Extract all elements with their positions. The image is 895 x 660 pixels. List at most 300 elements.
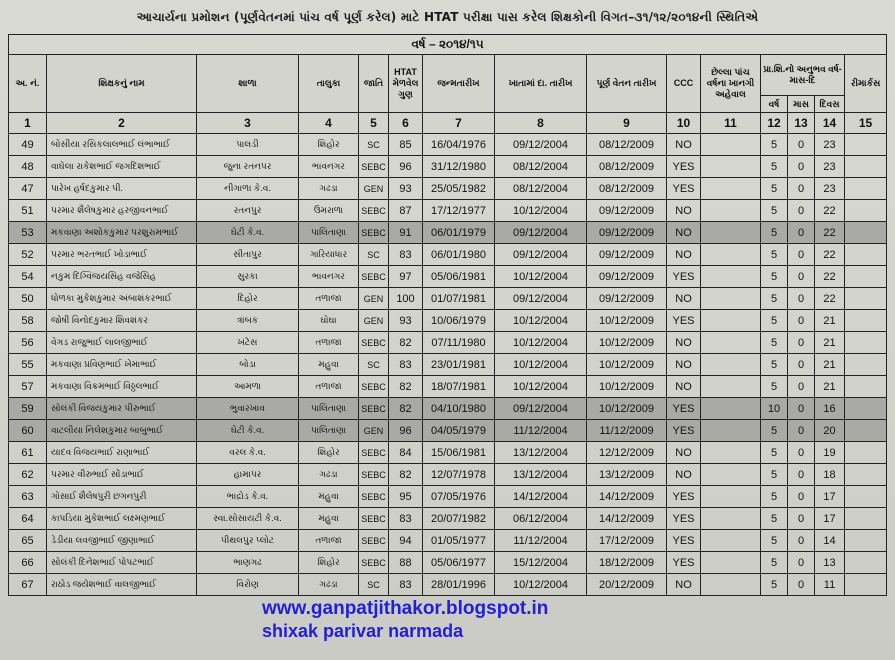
name-cell: પારેખ હર્ષદકુમાર પી. [47,178,197,200]
table-row [9,288,887,310]
exp-year-cell: 5 [761,530,788,552]
column-number: 5 [359,113,389,134]
fullpay-date-cell: 11/12/2009 [587,420,667,442]
school-cell: વરલ કે.વ. [197,442,299,464]
join-date-cell: 09/12/2004 [495,288,587,310]
header-sr: અ. નં. [9,55,47,113]
table-body [9,134,887,596]
exp-month-cell: 0 [788,574,815,596]
fullpay-date-cell: 09/12/2009 [587,266,667,288]
header-dob: જન્મતારીખ [423,55,495,113]
taluka-cell: મહુવા [299,486,359,508]
remarks-cell [845,310,887,332]
sr-cell: 62 [9,464,47,486]
taluka-cell: ભાવનગર [299,156,359,178]
join-date-cell: 10/12/2004 [495,310,587,332]
htat-cell: 83 [389,508,423,530]
report-cell [701,200,761,222]
report-cell [701,134,761,156]
dob-cell: 05/06/1977 [423,552,495,574]
school-cell: નીગાળા કે.વ. [197,178,299,200]
table-row [9,310,887,332]
table-row [9,508,887,530]
report-cell [701,552,761,574]
caste-cell: GEN [359,178,389,200]
caste-cell: SEBC [359,332,389,354]
exp-month-cell: 0 [788,134,815,156]
ccc-cell: NO [667,442,701,464]
htat-cell: 85 [389,134,423,156]
dob-cell: 04/05/1979 [423,420,495,442]
join-date-cell: 08/12/2004 [495,156,587,178]
ccc-cell: YES [667,552,701,574]
exp-month-cell: 0 [788,420,815,442]
remarks-cell [845,156,887,178]
exp-year-cell: 5 [761,354,788,376]
school-cell: ભાદ્રોડ કે.વ. [197,486,299,508]
sr-cell: 56 [9,332,47,354]
htat-cell: 83 [389,574,423,596]
ccc-cell: NO [667,464,701,486]
ccc-cell: YES [667,530,701,552]
htat-cell: 93 [389,178,423,200]
fullpay-date-cell: 10/12/2009 [587,310,667,332]
htat-cell: 100 [389,288,423,310]
header-row [9,55,887,96]
report-cell [701,156,761,178]
report-cell [701,442,761,464]
exp-day-cell: 16 [815,398,845,420]
taluka-cell: મહુવા [299,508,359,530]
sr-cell: 66 [9,552,47,574]
school-cell: પીથલપુર પ્લોટ [197,530,299,552]
dob-cell: 06/01/1979 [423,222,495,244]
ccc-cell: NO [667,354,701,376]
exp-day-cell: 22 [815,200,845,222]
report-cell [701,508,761,530]
header-remarks: રીમાર્કસ [845,55,887,113]
exp-day-cell: 22 [815,244,845,266]
remarks-cell [845,200,887,222]
fullpay-date-cell: 13/12/2009 [587,464,667,486]
sr-cell: 64 [9,508,47,530]
taluka-cell: તળાજા [299,530,359,552]
fullpay-date-cell: 18/12/2009 [587,552,667,574]
remarks-cell [845,244,887,266]
ccc-cell: YES [667,310,701,332]
sr-cell: 49 [9,134,47,156]
htat-cell: 83 [389,354,423,376]
caste-cell: SEBC [359,200,389,222]
join-date-cell: 09/12/2004 [495,398,587,420]
school-cell: આમળા [197,376,299,398]
htat-cell: 91 [389,222,423,244]
ccc-cell: NO [667,222,701,244]
column-number: 1 [9,113,47,134]
name-cell: મકવાણા વિક્રમભાઈ વિઠ્ઠલભાઈ [47,376,197,398]
column-number-row [9,113,887,134]
report-cell [701,398,761,420]
ccc-cell: YES [667,156,701,178]
remarks-cell [845,178,887,200]
dob-cell: 17/12/1977 [423,200,495,222]
sr-cell: 52 [9,244,47,266]
exp-year-cell: 5 [761,222,788,244]
taluka-cell: શિહોર [299,442,359,464]
exp-day-cell: 21 [815,354,845,376]
taluka-cell: ગારિયાધાર [299,244,359,266]
report-cell [701,420,761,442]
report-cell [701,530,761,552]
remarks-cell [845,332,887,354]
exp-year-cell: 10 [761,398,788,420]
join-date-cell: 10/12/2004 [495,266,587,288]
sr-cell: 63 [9,486,47,508]
taluka-cell: ઉમરાળા [299,200,359,222]
name-cell: પરમાર ભરતભાઈ ખોડાભાઈ [47,244,197,266]
taluka-cell: ગઢડા [299,178,359,200]
report-cell [701,332,761,354]
column-number: 11 [701,113,761,134]
remarks-cell [845,442,887,464]
exp-year-cell: 5 [761,310,788,332]
name-cell: વેગડ રાજુભાઈ લાલજીભાઈ [47,332,197,354]
column-number: 9 [587,113,667,134]
ccc-cell: YES [667,266,701,288]
sr-cell: 51 [9,200,47,222]
column-number: 13 [788,113,815,134]
exp-month-cell: 0 [788,332,815,354]
exp-month-cell: 0 [788,376,815,398]
remarks-cell [845,288,887,310]
sr-cell: 55 [9,354,47,376]
ccc-cell: YES [667,420,701,442]
column-number: 15 [845,113,887,134]
table-row [9,266,887,288]
remarks-cell [845,508,887,530]
dob-cell: 25/05/1982 [423,178,495,200]
school-cell: બોડા [197,354,299,376]
school-cell: ભાણગઢ [197,552,299,574]
table-row [9,332,887,354]
report-cell [701,310,761,332]
sr-cell: 54 [9,266,47,288]
exp-month-cell: 0 [788,398,815,420]
exp-year-cell: 5 [761,486,788,508]
caste-cell: SEBC [359,486,389,508]
exp-day-cell: 23 [815,178,845,200]
exp-month-cell: 0 [788,266,815,288]
fullpay-date-cell: 08/12/2009 [587,156,667,178]
exp-day-cell: 19 [815,442,845,464]
column-number: 6 [389,113,423,134]
sr-cell: 67 [9,574,47,596]
fullpay-date-cell: 08/12/2009 [587,178,667,200]
table-row [9,134,887,156]
join-date-cell: 10/12/2004 [495,354,587,376]
teachers-table [8,34,887,596]
dob-cell: 07/05/1976 [423,486,495,508]
school-cell: પાલડી [197,134,299,156]
dob-cell: 01/05/1977 [423,530,495,552]
exp-month-cell: 0 [788,200,815,222]
taluka-cell: તળાજા [299,288,359,310]
school-cell: ભુવારખાવ [197,398,299,420]
exp-month-cell: 0 [788,464,815,486]
caste-cell: SC [359,244,389,266]
htat-cell: 82 [389,376,423,398]
exp-month-cell: 0 [788,486,815,508]
fullpay-date-cell: 09/12/2009 [587,200,667,222]
year-label: વર્ષ – ૨૦૧૪/૧૫ [9,35,887,55]
sr-cell: 58 [9,310,47,332]
header-join: ખાતામાં દા. તારીખ [495,55,587,113]
exp-month-cell: 0 [788,354,815,376]
taluka-cell: ઘોઘા [299,310,359,332]
table-row [9,486,887,508]
dob-cell: 18/07/1981 [423,376,495,398]
column-number: 7 [423,113,495,134]
table-row [9,178,887,200]
exp-year-cell: 5 [761,134,788,156]
join-date-cell: 13/12/2004 [495,442,587,464]
fullpay-date-cell: 09/12/2009 [587,288,667,310]
column-number: 10 [667,113,701,134]
htat-cell: 96 [389,156,423,178]
exp-month-cell: 0 [788,508,815,530]
join-date-cell: 09/12/2004 [495,244,587,266]
htat-cell: 88 [389,552,423,574]
exp-day-cell: 22 [815,222,845,244]
caste-cell: SEBC [359,376,389,398]
htat-cell: 82 [389,332,423,354]
exp-year-cell: 5 [761,332,788,354]
exp-month-cell: 0 [788,288,815,310]
sr-cell: 61 [9,442,47,464]
report-cell [701,178,761,200]
dob-cell: 05/06/1981 [423,266,495,288]
name-cell: કાપડિયા મુકેશભાઈ લક્ષ્મણભાઈ [47,508,197,530]
fullpay-date-cell: 10/12/2009 [587,398,667,420]
ccc-cell: YES [667,178,701,200]
exp-year-cell: 5 [761,464,788,486]
report-cell [701,574,761,596]
column-number: 12 [761,113,788,134]
join-date-cell: 09/12/2004 [495,222,587,244]
ccc-cell: NO [667,376,701,398]
htat-cell: 87 [389,200,423,222]
report-cell [701,288,761,310]
school-cell: દિહોર [197,288,299,310]
caste-cell: SEBC [359,398,389,420]
name-cell: ડેડીયા લવજીભાઈ જીણાભાઈ [47,530,197,552]
dob-cell: 20/07/1982 [423,508,495,530]
exp-day-cell: 14 [815,530,845,552]
sr-cell: 57 [9,376,47,398]
name-cell: મકવાણા અશોકકુમાર પરશુરામભાઈ [47,222,197,244]
school-cell: રતનપુર [197,200,299,222]
name-cell: પરમાર શૈલેષકુમાર હરજીવનભાઈ [47,200,197,222]
school-cell: ઘેટી કે.વ. [197,420,299,442]
column-number: 2 [47,113,197,134]
join-date-cell: 10/12/2004 [495,376,587,398]
caste-cell: GEN [359,420,389,442]
dob-cell: 15/06/1981 [423,442,495,464]
report-cell [701,222,761,244]
dob-cell: 31/12/1980 [423,156,495,178]
ccc-cell: YES [667,508,701,530]
fullpay-date-cell: 09/12/2009 [587,244,667,266]
table-row [9,376,887,398]
join-date-cell: 10/12/2004 [495,332,587,354]
htat-cell: 93 [389,310,423,332]
column-number: 3 [197,113,299,134]
join-date-cell: 08/12/2004 [495,178,587,200]
header-school: શાળા [197,55,299,113]
name-cell: બોસીયા રસિકલાલભાઈ લંભાભાઈ [47,134,197,156]
report-cell [701,244,761,266]
join-date-cell: 13/12/2004 [495,464,587,486]
document-title: આચાર્યના પ્રમોશન (પૂર્ણવેતનમાં પાંચ વર્ષ પૂર્ણ કરેલ) માટે HTAT પરીક્ષા પાસ કરેલ શિક્ષકોની વિગત–૩૧/૧૨/૨૦૧૪ની સ્થિતિએ [136,10,759,24]
ccc-cell: YES [667,398,701,420]
ccc-cell: NO [667,134,701,156]
column-number: 8 [495,113,587,134]
table-row [9,574,887,596]
name-cell: પરમાર વીરુભાઈ સોંડાભાઈ [47,464,197,486]
exp-year-cell: 5 [761,156,788,178]
exp-year-cell: 5 [761,552,788,574]
exp-day-cell: 21 [815,376,845,398]
htat-cell: 96 [389,420,423,442]
htat-cell: 97 [389,266,423,288]
taluka-cell: પાલિતાણા [299,398,359,420]
column-number: 4 [299,113,359,134]
dob-cell: 04/10/1980 [423,398,495,420]
school-cell: સુરકા [197,266,299,288]
exp-year-cell: 5 [761,442,788,464]
exp-year-cell: 5 [761,288,788,310]
exp-year-cell: 5 [761,266,788,288]
remarks-cell [845,376,887,398]
exp-year-cell: 5 [761,376,788,398]
remarks-cell [845,486,887,508]
school-cell: જુના રતનપર [197,156,299,178]
header-htat: HTAT મેળવેલ ગુણ [389,55,423,113]
htat-cell: 95 [389,486,423,508]
exp-year-cell: 5 [761,574,788,596]
taluka-cell: ગઢડા [299,464,359,486]
exp-day-cell: 17 [815,486,845,508]
taluka-cell: મહુવા [299,354,359,376]
report-cell [701,376,761,398]
caste-cell: SEBC [359,156,389,178]
taluka-cell: તળાજા [299,376,359,398]
ccc-cell: NO [667,288,701,310]
name-cell: સોલંકી વિજયકુમાર પીરુભાઈ [47,398,197,420]
school-cell: ઘેટી કે.વ. [197,222,299,244]
fullpay-date-cell: 10/12/2009 [587,354,667,376]
sr-cell: 65 [9,530,47,552]
join-date-cell: 09/12/2004 [495,134,587,156]
htat-cell: 94 [389,530,423,552]
caste-cell: SEBC [359,266,389,288]
fullpay-date-cell: 10/12/2009 [587,376,667,398]
exp-day-cell: 22 [815,266,845,288]
sr-cell: 59 [9,398,47,420]
exp-day-cell: 23 [815,134,845,156]
caste-cell: SC [359,574,389,596]
exp-year-cell: 5 [761,508,788,530]
caste-cell: SEBC [359,222,389,244]
exp-month-cell: 0 [788,244,815,266]
fullpay-date-cell: 08/12/2009 [587,134,667,156]
header-exp-year: વર્ષ [761,96,788,113]
caste-cell: GEN [359,288,389,310]
fullpay-date-cell: 12/12/2009 [587,442,667,464]
ccc-cell: NO [667,332,701,354]
table-row [9,200,887,222]
htat-cell: 82 [389,464,423,486]
report-cell [701,354,761,376]
header-exp: પ્રા.શિ.નો અનુભવ વર્ષ-માસ-દિ [761,55,845,96]
htat-cell: 83 [389,244,423,266]
fullpay-date-cell: 17/12/2009 [587,530,667,552]
watermark-caption: shixak parivar narmada [262,621,464,641]
watermark-url: www.ganpatjithakor.blogspot.in [262,598,549,619]
school-cell: સ્વા.સોસાયટી કે.વ. [197,508,299,530]
dob-cell: 28/01/1996 [423,574,495,596]
year-row [9,35,887,55]
caste-cell: SEBC [359,508,389,530]
table-row [9,552,887,574]
header-name: શિક્ષકનું નામ [47,55,197,113]
exp-day-cell: 17 [815,508,845,530]
join-date-cell: 15/12/2004 [495,552,587,574]
remarks-cell [845,552,887,574]
remarks-cell [845,574,887,596]
exp-month-cell: 0 [788,156,815,178]
header-caste: જાતિ [359,55,389,113]
dob-cell: 23/01/1981 [423,354,495,376]
name-cell: યાદવ વિજયભાઈ રાણાભાઈ [47,442,197,464]
dob-cell: 16/04/1976 [423,134,495,156]
caste-cell: GEN [359,310,389,332]
ccc-cell: NO [667,574,701,596]
exp-day-cell: 22 [815,288,845,310]
name-cell: નકુમ દિગ્વિજયસિંહ વજેસિંહ [47,266,197,288]
fullpay-date-cell: 20/12/2009 [587,574,667,596]
fullpay-date-cell: 14/12/2009 [587,508,667,530]
remarks-cell [845,266,887,288]
table-row [9,530,887,552]
header-ccc: CCC [667,55,701,113]
exp-month-cell: 0 [788,530,815,552]
htat-cell: 82 [389,398,423,420]
sr-cell: 60 [9,420,47,442]
school-cell: વિરોણ [197,574,299,596]
exp-day-cell: 23 [815,156,845,178]
dob-cell: 01/07/1981 [423,288,495,310]
sr-cell: 53 [9,222,47,244]
header-exp-month: માસ [788,96,815,113]
taluka-cell: પાલિતાણા [299,222,359,244]
join-date-cell: 11/12/2004 [495,530,587,552]
taluka-cell: તળાજા [299,332,359,354]
name-cell: વાટલીયા નિલેશકુમાર બાબુભાઈ [47,420,197,442]
header-taluka: તાલુકા [299,55,359,113]
caste-cell: SEBC [359,464,389,486]
exp-day-cell: 20 [815,420,845,442]
